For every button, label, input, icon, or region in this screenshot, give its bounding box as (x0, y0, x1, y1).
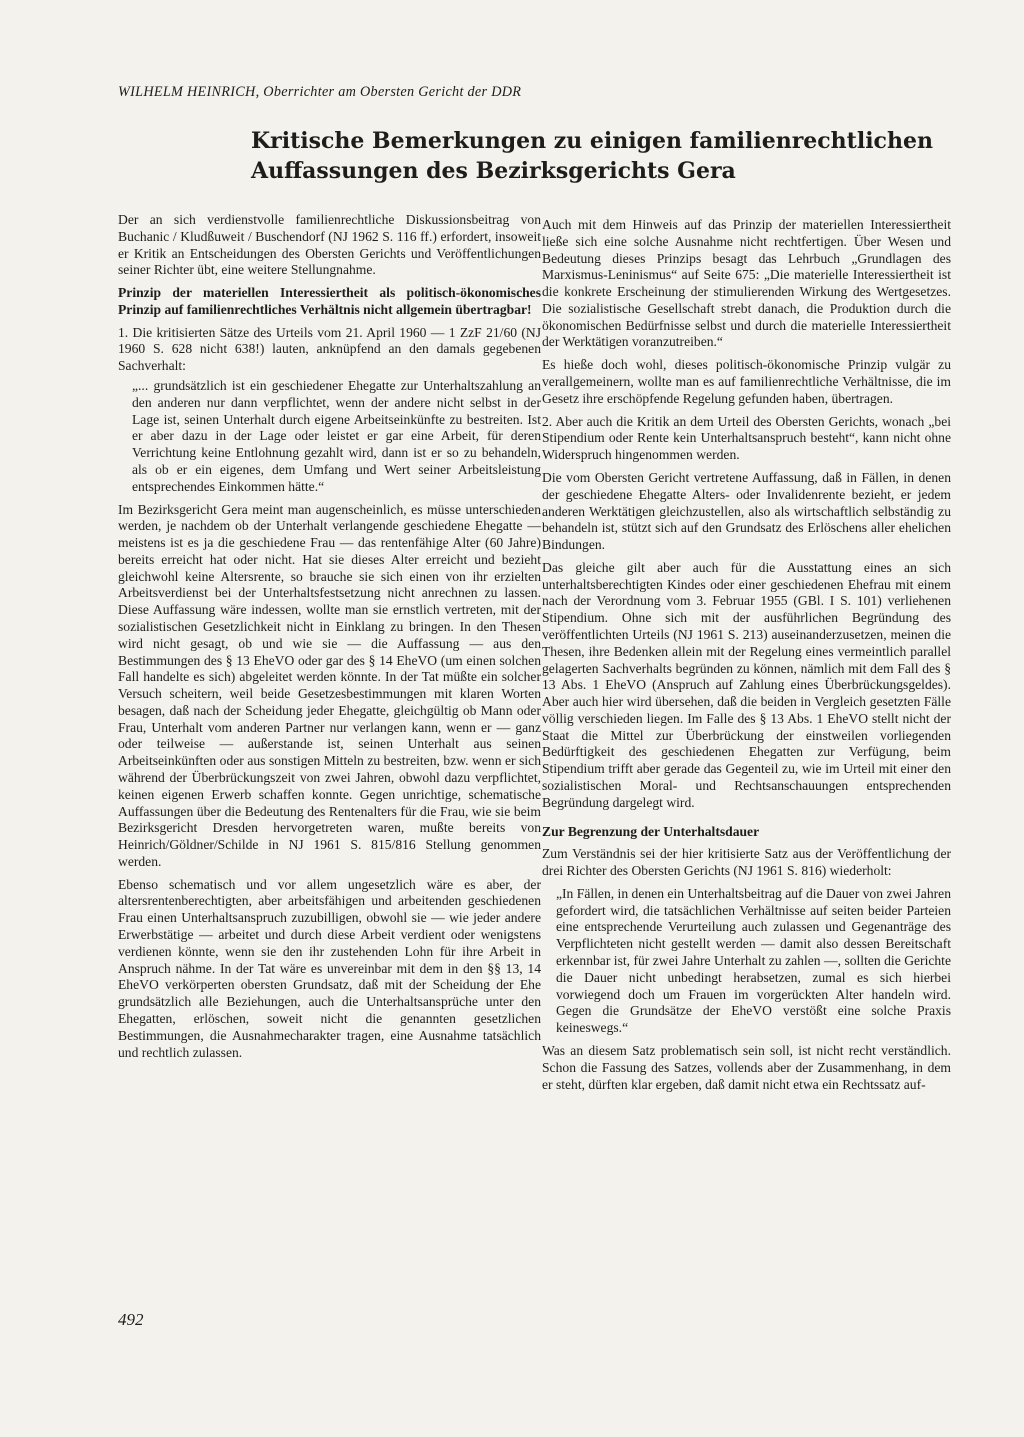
title-line-1: Kritische Bemerkungen zu einigen familienrechtlichen (251, 128, 933, 154)
paragraph: Auch mit dem Hinweis auf das Prinzip der materiellen Interessiertheit ließe sich eine solche Ausnahme nicht rechtfertigen. Über Wesen und Bedeutung dieses Prinzips besagt das Lehrbuch „Grundlagen des Marxismus-Leninismus“ auf Seite 675: „Die materielle Interessiertheit ist die konkrete Erscheinung der stimulierenden Wirkung des Wertgesetzes. Die sozialistische Gesellschaft strebt danach, die Produktion durch die ökonomischen Bedürfnisse selbst und durch die materielle Interessiertheit der Werktätigen voranzutreiben.“ (542, 217, 951, 350)
right-column (542, 217, 951, 1099)
block-quote: „In Fällen, in denen ein Unterhaltsbeitrag auf die Dauer von zwei Jahren gefordert wird, die tatsächlichen Verhältnisse auf seiten beider Parteien eine entsprechende Verurteilung auch zulassen und Gegenanträge des Verpflichteten nicht gestellt werden — damit also dessen Bereitschaft erkennbar ist, für zwei Jahre Unterhalt zu zahlen —, sollten die Gerichte die Dauer nicht unbedingt herabsetzen, zumal es sich hierbei vorwiegend doch um Frauen im vorgerückten Alter handeln wird. Gegen die Grundsätze der EheVO verstößt eine solche Praxis keineswegs.“ (556, 885, 951, 1036)
page-number: 492 (118, 1310, 144, 1329)
block-quote: „... grundsätzlich ist ein geschiedener Ehegatte zur Unterhaltszahlung an den anderen nur dann verpflichtet, wenn der andere nicht selbst in der Lage ist, seinen Unterhalt durch eigene Arbeitseinkünfte zu bestreiten. Ist er aber dazu in der Lage oder leistet er gar eine Arbeit, für deren Verrichtung keine Entlohnung gezahlt wird, dann ist er so zu behandeln, als ob er ein eigenes, dem Umfang und Wert seiner Arbeitsleistung entsprechendes Einkommen hätte.“ (132, 378, 541, 494)
author-line: WILHELM HEINRICH, Oberrichter am Obersten Gericht der DDR (118, 84, 522, 100)
paragraph: Ebenso schematisch und vor allem ungesetzlich wäre es aber, der altersrentenberechtigten, aber arbeitsfähigen und arbeitenden geschiedenen Frau einen Unterhaltsanspruch zuzubilligen, obwohl sie — wie jeder andere Erwerbstätige — arbeitet und durch diese Arbeit verdient oder wenigstens verdienen könnte, wenn sie den ihr zustehenden Lohn für ihre Arbeit in Anspruch nähme. In der Tat wäre es unvereinbar mit dem in den §§ 13, 14 EheVO verkörperten obersten Grundsatz, daß mit der Scheidung der Ehe grundsätzlich alle Beziehungen, auch die Unterhaltsansprüche unter den Ehegatten, erlöschen, soweit nicht die genannten gesetzlichen Bestimmungen, die Ausnahmecharakter tragen, eine Ausnahme tatsächlich und rechtlich zulassen. (118, 876, 541, 1060)
title-line-2: Auffassungen des Bezirksgerichts Gera (251, 158, 736, 184)
paragraph: 1. Die kritisierten Sätze des Urteils vom 21. April 1960 — 1 ZzF 21/60 (NJ 1960 S. 628 nicht 638!) lauten, anknüpfend an den damals gegebenen Sachverhalt: (118, 324, 541, 374)
paragraph: 2. Aber auch die Kritik an dem Urteil des Obersten Gerichts, wonach „bei Stipendium oder Rente kein Unterhaltsanspruch besteht“, kann nicht ohne Widerspruch hingenommen werden. (542, 413, 951, 463)
paragraph: Was an diesem Satz problematisch sein soll, ist nicht recht verständlich. Schon die Fassung des Satzes, vollends aber der Zusammenhang, in dem er steht, dürften klar ergeben, daß damit nicht etwa ein Rechtssatz auf- (542, 1042, 951, 1092)
article-title (251, 126, 951, 186)
paragraph: Es hieße doch wohl, dieses politisch-ökonomische Prinzip vulgär zu verallgemeinern, wollte man es auf familienrechtliche Verhältnisse, die im Gesetz ihre erschöpfende Regelung gefunden haben, übertragen. (542, 357, 951, 406)
left-column (118, 212, 541, 1067)
paragraph: Die vom Obersten Gericht vertretene Auffassung, daß in Fällen, in denen der geschiedene Ehegatte Alters- oder Invalidenrente bezieht, er jedem anderen Werktätigen gleichzustellen, also als wirtschaftlich selbständig zu behandeln ist, stützt sich auf den Grundsatz des Erlöschens aller ehelichen Bindungen. (542, 469, 951, 553)
paragraph: Der an sich verdienstvolle familienrechtliche Diskussionsbeitrag von Buchanic / Kludßuweit / Buschendorf (NJ 1962 S. 116 ff.) erfordert, insoweit er Kritik an Entscheidungen des Obersten Gerichts und Veröffentlichungen seiner Richter übt, eine weitere Stellungnahme. (118, 212, 541, 278)
paragraph: Im Bezirksgericht Gera meint man augenscheinlich, es müsse unterschieden werden, je nachdem ob der Unterhalt verlangende geschiedene Ehegatte — meistens ist es ja die geschiedene Frau — das rentenfähige Alter (60 Jahre) bereits erreicht hat oder nicht. Hat sie dieses Alter erreicht und bezieht gleichwohl keine Altersrente, so brauche sie sich einen von ihr erzielten Arbeitsverdienst bei der Unterhaltsfestsetzung nicht anrechnen zu lassen. Diese Auffassung wäre indessen, wollte man sie ernstlich vertreten, mit der sozialistischen Gesetzlichkeit nicht in Einklang zu bringen. In den Thesen wird nicht gesagt, ob und wie sie — die Auffassung — aus den Bestimmungen des § 13 EheVO oder gar des § 14 EheVO (um einen solchen Fall handelte es sich) abgeleitet werden könnte. In der Tat müßte ein solcher Versuch scheitern, weil beide Gesetzesbestimmungen mit klaren Worten besagen, daß nach der Scheidung jeder Ehegatte, gleichgültig ob Mann oder Frau, Unterhalt vom anderen Partner nur verlangen kann, wenn er — ganz oder teilweise — außerstande ist, seinen Unterhalt aus seinen Arbeitseinkünften oder aus sonstigen Mitteln zu bestreiten, bzw. wenn er sich während der Überbrückungszeit von zwei Jahren, obwohl dazu verpflichtet, keinen eigenen Erwerb schaffen konnte. Gegen unrichtige, schematische Auffassungen über die Bedeutung des Rentenalters für die Frau, wie sie beim Bezirksgericht Dresden hervorgetreten waren, mußte bereits von Heinrich/Göldner/Schilde in NJ 1961 S. 815/816 Stellung genommen werden. (118, 501, 541, 869)
paragraph: Das gleiche gilt aber auch für die Ausstattung eines an sich unterhaltsberechtigten Kindes oder einer geschiedenen Ehefrau mit einem nach der Verordnung vom 3. Februar 1955 (GBl. I S. 101) verliehenen Stipendium. Ohne sich mit der ausführlichen Begründung des veröffentlichten Urteils (NJ 1961 S. 213) auseinanderzusetzen, meinen die Thesen, ihre Bedenken allein mit der Regelung eines vermeintlich parallel gelagerten Sachverhalts begründen zu können, nämlich mit dem Fall des § 13 Abs. 1 EheVO (Anspruch auf Zahlung eines Überbrückungsgeldes). Aber auch hier wird übersehen, daß die beiden in Vergleich gesetzten Fälle völlig verschieden liegen. Im Falle des § 13 Abs. 1 EheVO stellt nicht der Staat die Mittel zur Überbrückung der einstweilen vorliegenden Bedürftigkeit des geschiedenen Ehegatten zur Verfügung, beim Stipendium trifft aber gerade das Gegenteil zu, wie im Urteil mit einer den sozialistischen Moral- und Rechtsanschauungen entsprechenden Begründung dargelegt wird. (542, 559, 951, 810)
section-heading: Prinzip der materiellen Interessiertheit als politisch-ökonomisches Prinzip auf familienrechtliches Verhältnis nicht allgemein übertragbar! (118, 285, 541, 317)
paragraph: Zum Verständnis sei der hier kritisierte Satz aus der Veröffentlichung der drei Richter des Obersten Gerichts (NJ 1961 S. 816) wiederholt: (542, 846, 951, 879)
section-heading: Zur Begrenzung der Unterhaltsdauer (542, 823, 760, 839)
